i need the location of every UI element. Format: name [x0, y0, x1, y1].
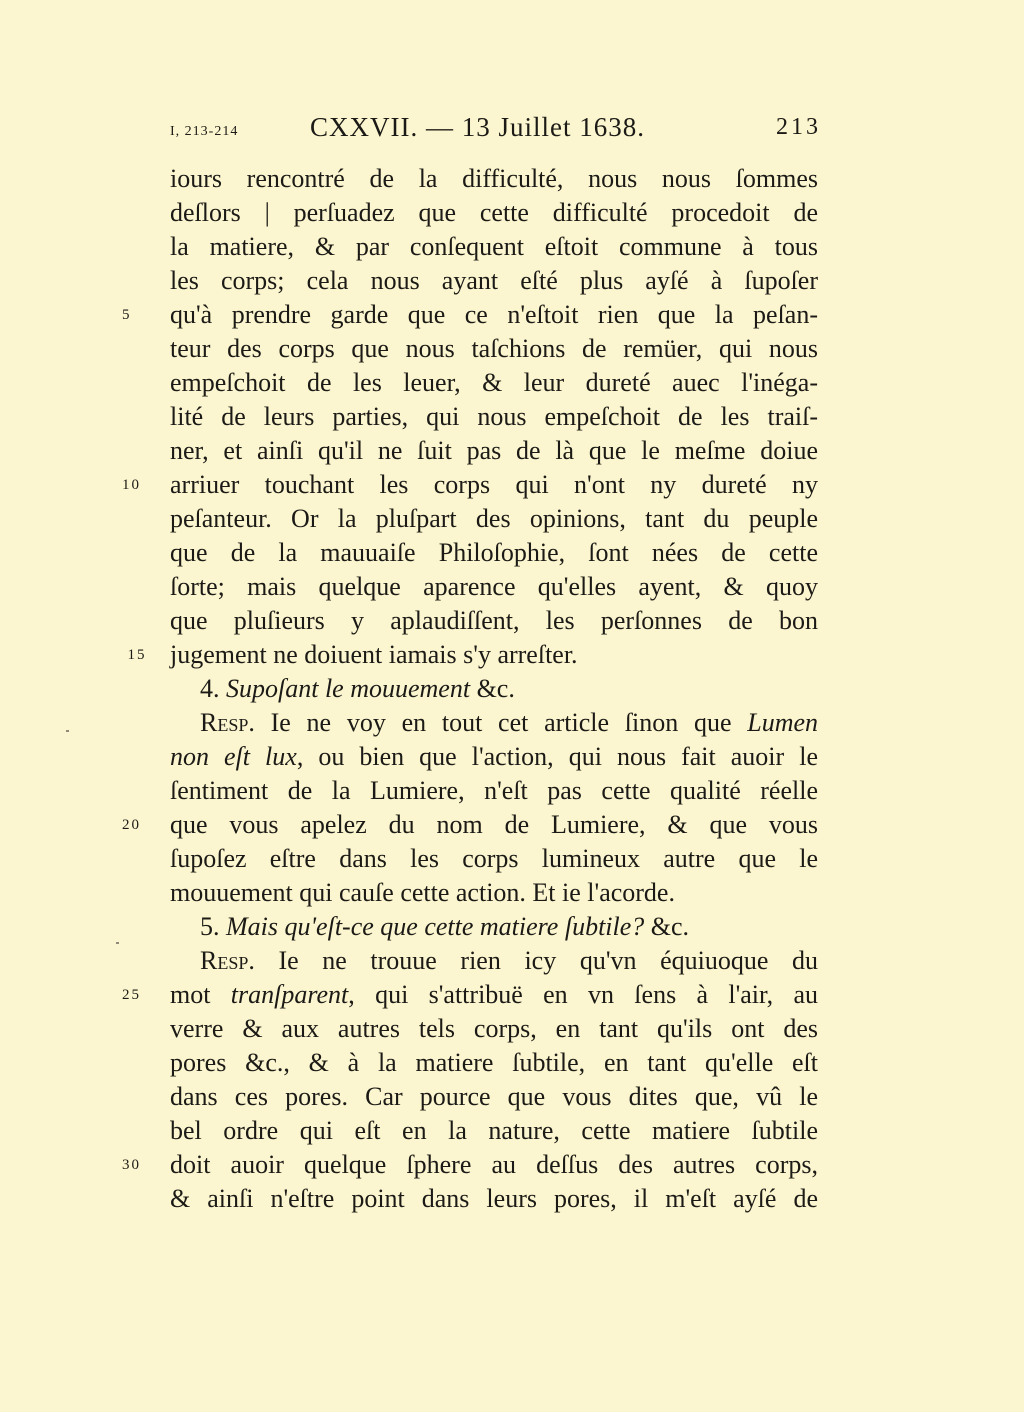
line-text: peſanteur. Or la pluſpart des opinions, tant du peuple	[170, 504, 818, 533]
section-heading-5	[170, 910, 818, 944]
response-label: Resp.	[200, 708, 255, 737]
line-text: que pluſieurs y aplaudiſſent, les perſonnes de bon	[170, 606, 818, 635]
italic-text: non eſt lux	[170, 742, 297, 771]
text-line	[170, 1046, 818, 1080]
text-line	[122, 808, 818, 842]
line-text: les corps; cela nous ayant eſté plus ayſé à ſupoſer	[170, 266, 818, 295]
line-text: que de la mauuaiſe Philoſophie, ſont nées de cette	[170, 538, 818, 567]
line-number: 10	[122, 477, 141, 493]
line-text: ſorte; mais quelque aparence qu'elles ayent, & quoy	[170, 572, 818, 601]
response-label: Resp.	[200, 946, 255, 975]
running-header	[0, 112, 1024, 152]
text-line	[170, 944, 818, 978]
text-line	[170, 774, 818, 808]
page-number: 213	[776, 114, 821, 140]
text-line	[122, 978, 819, 1012]
text-line	[170, 434, 818, 468]
text-line	[170, 162, 818, 196]
text-line	[122, 1148, 818, 1182]
text-line	[170, 536, 818, 570]
line-text: empeſchoit de les leuer, & leur dureté auec l'inéga-	[170, 368, 818, 397]
margin-mark	[66, 730, 69, 732]
line-text: lité de leurs parties, qui nous empeſchoit de les traiſ-	[170, 402, 818, 431]
line-text: ſupoſez eſtre dans les corps lumineux autre que le	[170, 844, 818, 873]
text-line	[170, 842, 818, 876]
text-line	[170, 1114, 818, 1148]
text-line	[170, 400, 818, 434]
section-heading-4	[170, 672, 818, 706]
line-text: jugement ne doiuent iamais s'y arreſter.	[170, 640, 578, 669]
page-body	[122, 162, 819, 1216]
line-text: mouuement qui cauſe cette action. Et ie l'acorde.	[170, 878, 675, 907]
text-line	[170, 332, 818, 366]
text-line	[170, 740, 818, 774]
text-line	[122, 468, 818, 502]
text-line	[170, 196, 818, 230]
italic-text: tranſparent	[230, 980, 349, 1009]
line-number: 30	[122, 1157, 141, 1173]
line-number: 25	[122, 987, 141, 1003]
text-line	[170, 230, 818, 264]
line-text: pores &c., & à la matiere ſubtile, en tant qu'elle eſt	[170, 1048, 818, 1077]
letter-heading: CXXVII. — 13 Juillet 1638.	[310, 112, 645, 142]
line-text: Ie ne voy en tout cet article ſinon que	[270, 708, 732, 737]
text-line	[170, 264, 818, 298]
etc-text: &c.	[476, 674, 515, 703]
text-line	[127, 638, 818, 672]
line-text: dans ces pores. Car pource que vous dites que, vû le	[170, 1082, 818, 1111]
text-line	[170, 1012, 818, 1046]
line-number: 5	[122, 307, 132, 323]
text-line	[170, 366, 818, 400]
etc-text: &c.	[650, 912, 690, 941]
text-line	[170, 706, 818, 740]
text-line	[170, 876, 818, 910]
text-line	[170, 604, 818, 638]
section-title: Supoſant le mouuement	[226, 674, 471, 703]
line-text: bel ordre qui eſt en la nature, cette matiere ſubtile	[170, 1116, 818, 1145]
line-text: , ou bien que l'action, qui nous fait auoir le	[296, 742, 818, 771]
section-title: Mais qu'eſt-ce que cette matiere ſubtile?	[226, 912, 645, 941]
line-text: ſentiment de la Lumiere, n'eſt pas cette qualité réelle	[170, 776, 818, 805]
section-number: 5.	[200, 912, 220, 941]
margin-mark	[116, 942, 119, 944]
text-line	[122, 298, 818, 332]
line-text: deſlors | perſuadez que cette difficulté procedoit de	[170, 198, 818, 227]
volume-reference: I, 213-214	[170, 124, 239, 139]
line-text: verre & aux autres tels corps, en tant qu'ils ont des	[170, 1014, 818, 1043]
italic-text: Lumen	[747, 708, 819, 737]
line-text: iours rencontré de la difficulté, nous nous ſommes	[170, 164, 818, 193]
line-text: arriuer touchant les corps qui n'ont ny dureté ny	[170, 470, 818, 499]
line-number: 20	[122, 817, 141, 833]
text-line	[170, 1080, 818, 1114]
line-text: Ie ne trouue rien icy qu'vn équiuoque du	[278, 946, 818, 975]
line-text: que vous apelez du nom de Lumiere, & que vous	[170, 810, 818, 839]
line-text: mot	[170, 980, 211, 1009]
line-text: doit auoir quelque ſphere au deſſus des autres corps,	[170, 1150, 818, 1179]
line-text: teur des corps que nous taſchions de remüer, qui nous	[170, 334, 818, 363]
section-number: 4.	[200, 674, 220, 703]
line-text: ner, et ainſi qu'il ne ſuit pas de là que le meſme doiue	[170, 436, 818, 465]
line-text: la matiere, & par conſequent eſtoit commune à tous	[170, 232, 818, 261]
line-text: , qui s'attribuë en vn ſens à l'air, au	[348, 980, 819, 1009]
line-text: qu'à prendre garde que ce n'eſtoit rien que la peſan-	[170, 300, 818, 329]
line-text: & ainſi n'eſtre point dans leurs pores, il m'eſt ayſé de	[170, 1184, 818, 1213]
text-line	[170, 1182, 818, 1216]
text-line	[170, 570, 818, 604]
text-line	[170, 502, 818, 536]
line-number: 15	[127, 647, 147, 663]
